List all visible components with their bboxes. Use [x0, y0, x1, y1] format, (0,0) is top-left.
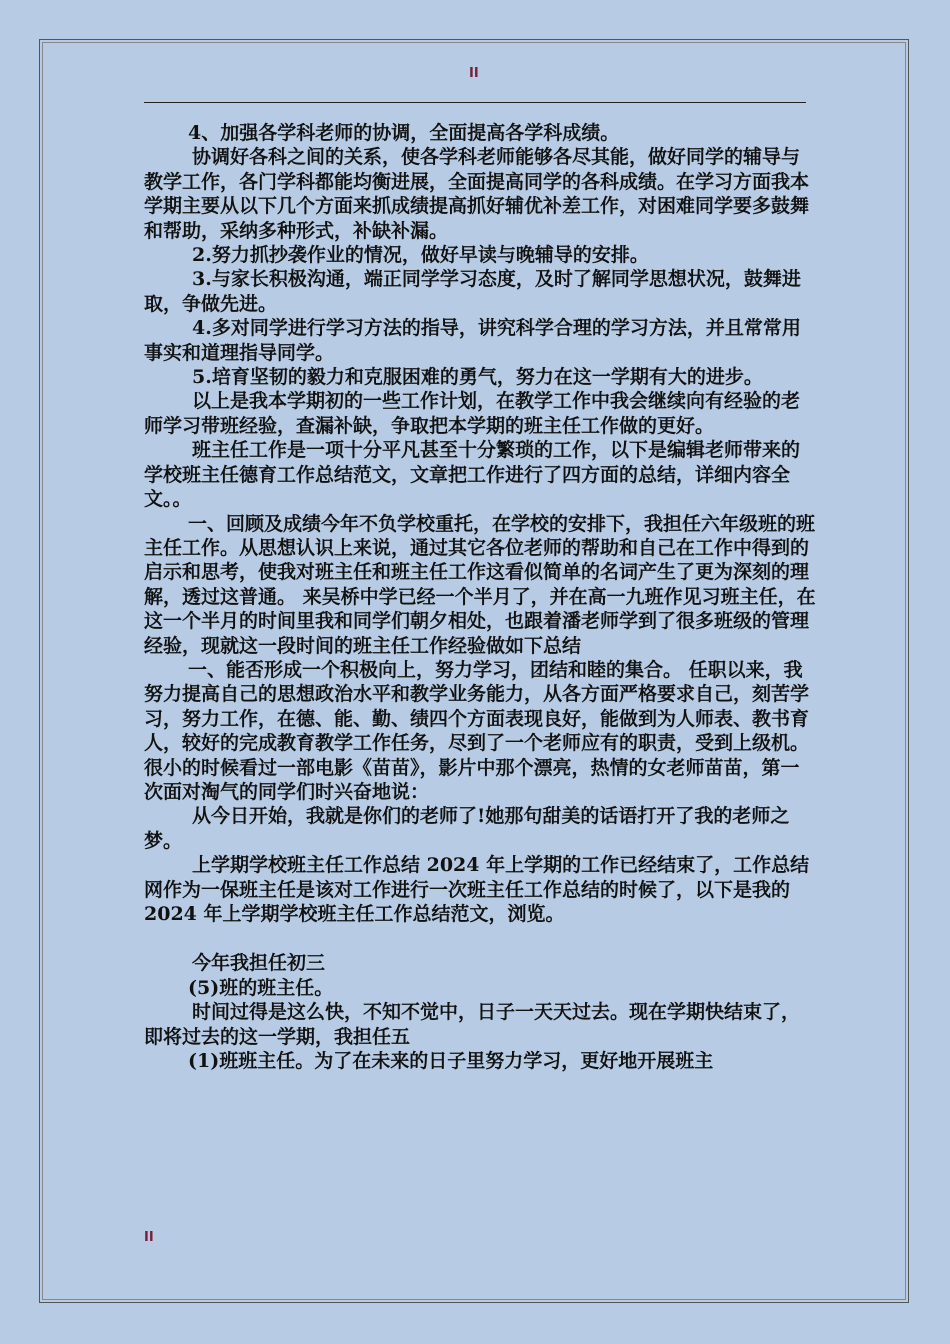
paragraph: (1)班班主任。为了在未来的日子里努力学习，更好地开展班主 [188, 1050, 714, 1073]
header-mark: II [469, 66, 479, 81]
paragraph: 5.培育坚韧的毅力和克服困难的勇气，努力在这一学期有大的进步。 [192, 366, 763, 389]
paragraph: (5)班的班主任。 [188, 976, 334, 999]
paragraph: 4.多对同学进行学习方法的指导，讲究科学合理的学习方法，并且常常用事实和道理指导同学。 [144, 317, 801, 364]
paragraph: 时间过得是这么快，不知不觉中，日子一天天过去。现在学期快结束了，即将过去的这一学期，我担任五 [144, 1001, 801, 1048]
header-rule [144, 102, 806, 103]
paragraph: 2.努力抓抄袭作业的情况，做好早读与晚辅导的安排。 [192, 244, 649, 267]
paragraph: 3.与家长积极沟通，端正同学学习态度，及时了解同学思想状况，鼓舞进取，争做先进。 [144, 268, 801, 315]
footer-mark: II [144, 1230, 154, 1245]
paragraph: 以上是我本学期初的一些工作计划，在教学工作中我会继续向有经验的老师学习带班经验，查漏补缺，争取把本学期的班主任工作做的更好。 [144, 390, 801, 437]
paragraph: 4、加强各学科老师的协调，全面提高各学科成绩。 [188, 122, 620, 144]
paragraph: 今年我担任初三 [192, 952, 326, 975]
paragraph: 从今日开始，我就是你们的老师了!她那句甜美的话语打开了我的老师之梦。 [144, 805, 790, 852]
paragraph: 一、回顾及成绩今年不负学校重托，在学校的安排下，我担任六年级班的班主任工作。从思想认识上来说，通过其它各位老师的帮助和自己在工作中得到的启示和思考，使我对班主任和班主任工作这看似简单的名词产生了更为深刻的理解，透过这普通。 来吴桥中学已经一个半月了，并在高一九班作见习班主任，在这一个半月的时间里我和同学们朝夕相处，也跟着潘老师学到了很多班级的管理经验，现就这一段时间的班主任工作经验做如下总结 [144, 512, 816, 657]
paragraph: 协调好各科之间的关系，使各学科老师能够各尽其能，做好同学的辅导与教学工作，各门学科都能均衡进展，全面提高同学的各科成绩。在学习方面我本学期主要从以下几个方面来抓成绩提高抓好辅优补差工作，对困难同学要多鼓舞和帮助，采纳多种形式，补缺补漏。 [144, 146, 810, 242]
document-body [144, 121, 816, 1073]
paragraph: 上学期学校班主任工作总结 2024 年上学期的工作已经结束了，工作总结网作为一保班主任是该对工作进行一次班主任工作总结的时候了，以下是我的 2024 年上学期学校班主任工作总结范文，浏览。 [144, 854, 810, 925]
paragraph: 一、能否形成一个积极向上，努力学习，团结和睦的集合。 任职以来，我努力提高自己的思想政治水平和教学业务能力，从各方面严格要求自己，刻苦学习，努力工作，在德、能、勤、绩四个方面表现良好，能做到为人师表、教书育人，较好的完成教育教学工作任务，尽到了一个老师应有的职责，受到上级机。 很小的时候看过一部电影《苗苗》，影片中那个漂亮，热情的女老师苗苗，第一次面对淘气的同学们时兴奋地说： [144, 658, 810, 803]
paragraph-gap [144, 926, 816, 951]
paragraph: 班主任工作是一项十分平凡甚至十分繁琐的工作，以下是编辑老师带来的学校班主任德育工作总结范文，文章把工作进行了四方面的总结，详细内容全文。。 [144, 439, 801, 511]
